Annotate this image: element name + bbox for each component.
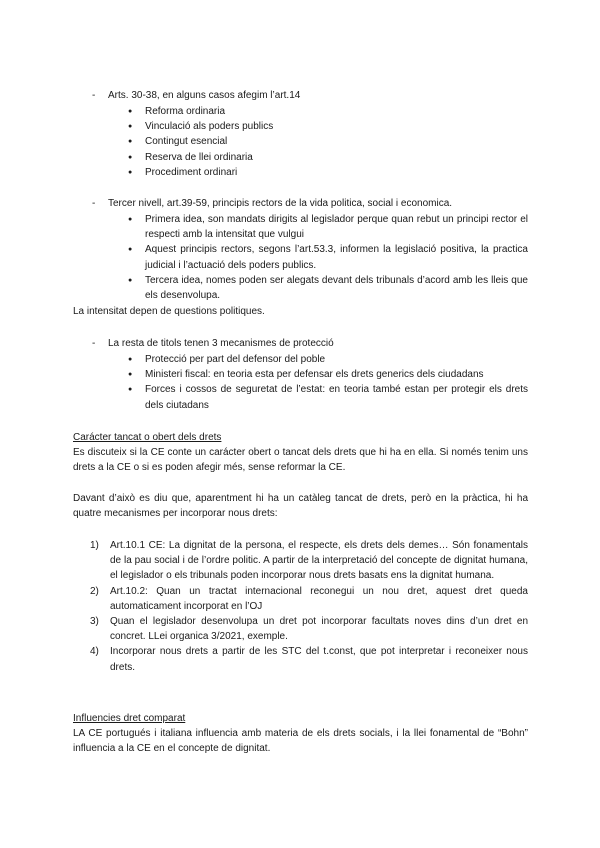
item-text: Incorporar nous drets a partir de les STC del t.const, que pot interpretar i reconeixer nous drets.	[110, 646, 528, 673]
numbered-item	[90, 584, 528, 614]
dash-marker: -	[92, 198, 96, 209]
bullet-list-arts-30-38	[128, 104, 528, 180]
item-text: Art.10.2: Quan un tractat internacional reconegui un nou dret, aquest dret queda automaticament incorporat en l’OJ	[110, 585, 528, 612]
list-item: ● Ministeri fiscal: en teoria esta per defensar els drets generics dels ciudadans	[128, 367, 528, 382]
section-title: Tercer nivell, art.39-59, principis rectors de la vida politica, social i economica.	[108, 198, 453, 209]
list-item: ● Aquest principis rectors, segons l’art.53.3, informen la legislació positiva, la practica judicial i l’actuació dels poders publics.	[128, 242, 528, 272]
list-item: ● Vinculació als poders publics	[128, 119, 528, 134]
paragraph-caracter-2: Davant d’això es diu que, aparentment hi ha un catàleg tancat de drets, però en la pràctica, hi ha quatre mecanismes per incorporar nous drets:	[73, 493, 528, 520]
section-title: Arts. 30-38, en alguns casos afegim l’art.14	[108, 90, 301, 101]
heading-caracter-drets: Carácter tancat o obert dels drets	[73, 432, 222, 443]
list-item: ● Contingut esencial	[128, 134, 528, 149]
list-item: ● Reforma ordinaria	[128, 104, 528, 119]
numbered-list-mecanismes	[90, 538, 528, 675]
list-item: ● Forces i cossos de seguretat de l’estat: en teoria també estan per protegir els drets dels ciutadans	[128, 382, 528, 412]
list-item: ● Tercera idea, nomes poden ser alegats devant dels tribunals d’acord amb les lleis que els desenvolupa.	[128, 273, 528, 303]
item-text: Art.10.1 CE: La dignitat de la persona, el respecte, els drets dels demes… Són fonamentals de la pau social i de l’ordre politic. A partir de la interpretació del concepte de dignitat humana, el legislador o els tribunals poden incorporar nous drets basats ens la dignitat humana.	[110, 540, 528, 582]
item-number: 3)	[90, 616, 99, 628]
dash-marker: -	[92, 90, 96, 101]
section-title: La resta de titols tenen 3 mecanismes de protecció	[108, 338, 334, 349]
heading-influencies: Influencies dret comparat	[73, 713, 186, 724]
list-item: ● Primera idea, son mandats dirigits al legislador perque quan rebut un principi rector el respecti amb la intensitat que vulgui	[128, 212, 528, 242]
list-item: ● Procediment ordinari	[128, 165, 528, 180]
item-text: Quan el legislador desenvolupa un dret pot incorporar facultats noves dins d’un dret en concret. LLei organica 3/2021, exemple.	[110, 616, 528, 643]
item-number: 1)	[90, 540, 99, 551]
list-item: ● Reserva de llei ordinaria	[128, 150, 528, 165]
item-number: 2)	[90, 585, 99, 597]
dash-marker: -	[92, 338, 96, 349]
numbered-item	[90, 538, 528, 584]
paragraph-caracter-1: Es discuteix si la CE conte un carácter obert o tancat dels drets que hi ha en ella. Si només tenim uns drets a la CE o si es poden afegir més, sense reformar la CE.	[73, 447, 528, 474]
numbered-item	[90, 614, 528, 644]
bullet-list-mecanismes	[128, 352, 528, 413]
intensity-note: La intensitat depen de questions politiques.	[73, 306, 265, 317]
paragraph-influencies: LA CE portugués i italiana influencia amb materia de els drets socials, i la llei fonamental de “Bohn” influencia a la CE en el concepte de dignitat.	[73, 728, 528, 755]
list-item: ● Protecció per part del defensor del poble	[128, 352, 528, 367]
numbered-item	[90, 644, 528, 674]
bullet-list-principis-rectors	[128, 212, 528, 303]
item-number: 4)	[90, 646, 99, 658]
